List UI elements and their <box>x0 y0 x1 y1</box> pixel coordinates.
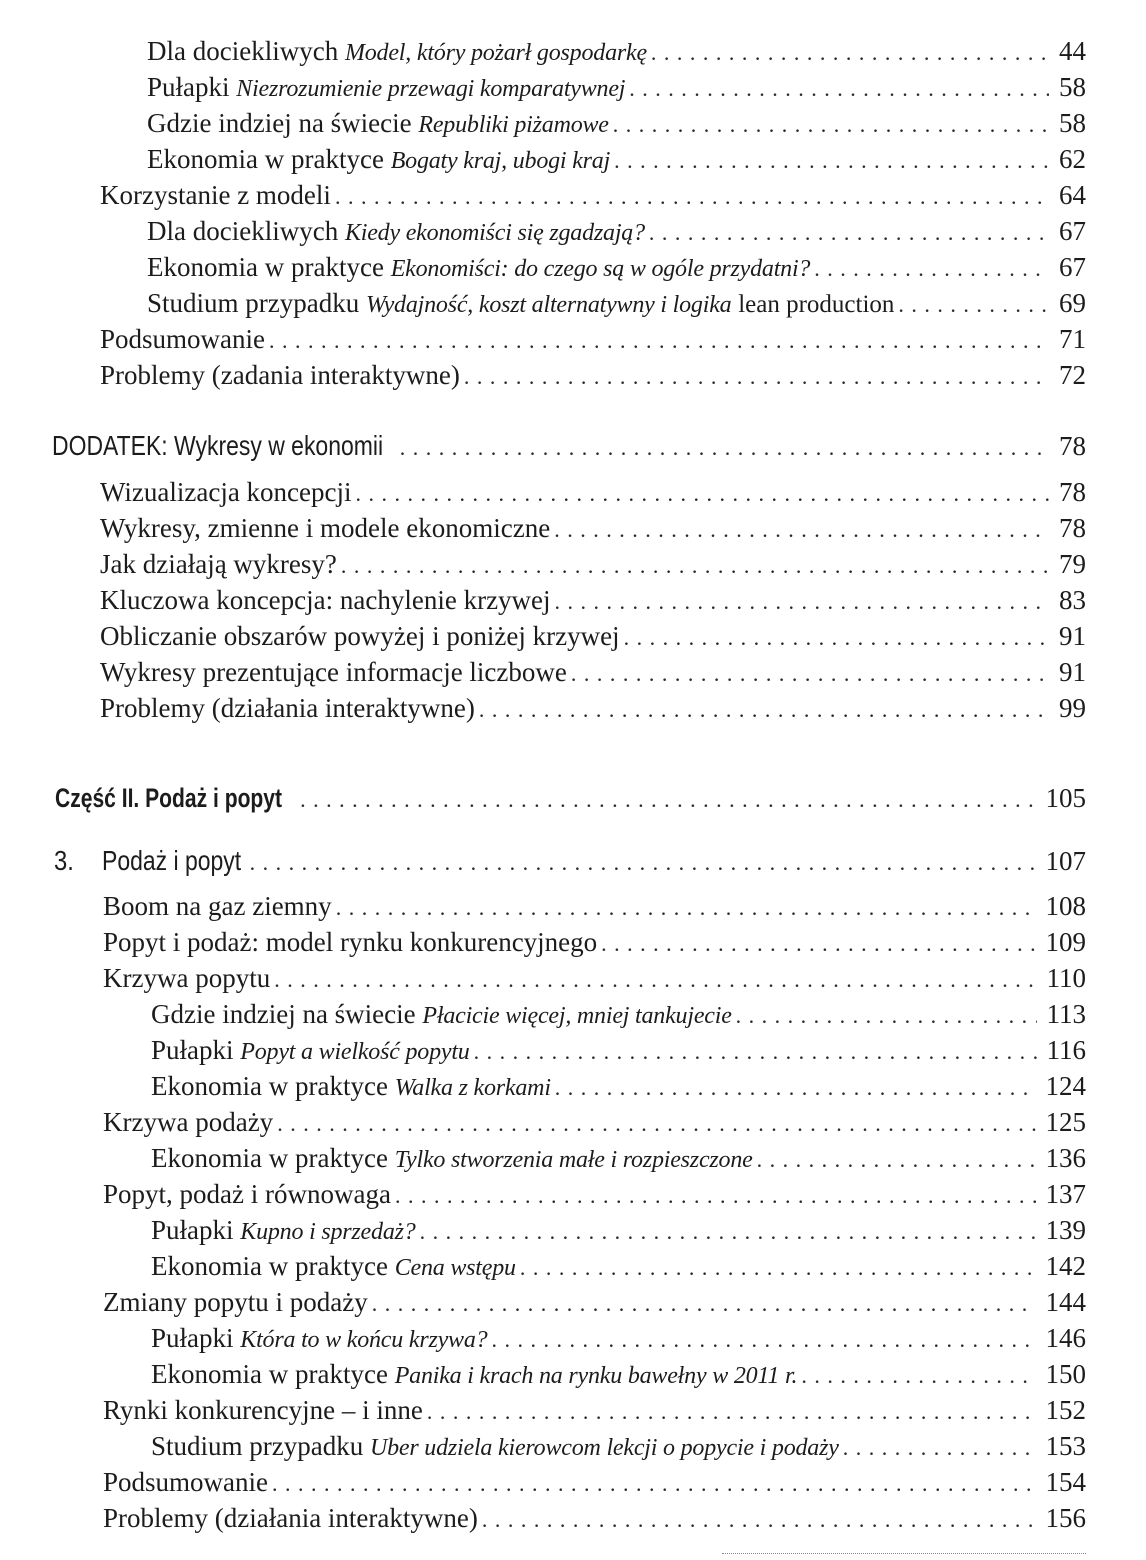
toc-entry <box>151 1320 1086 1358</box>
dot-leader <box>898 287 1049 323</box>
page-number: 113 <box>1046 999 1086 1029</box>
page-number: 78 <box>1059 431 1086 461</box>
toc-entry <box>100 510 1086 548</box>
page-number: 91 <box>1059 621 1086 651</box>
toc-entry-label: Pułapki <box>151 1035 234 1065</box>
toc-entry <box>151 996 1086 1034</box>
toc-entry-italic-title: Panika i krach na rynku bawełny w 2011 r. <box>394 1363 798 1389</box>
toc-entry-label: Gdzie indziej na świecie <box>151 999 416 1029</box>
dot-leader <box>400 430 1049 466</box>
page-number: 154 <box>1045 1467 1086 1497</box>
page-number: 124 <box>1045 1071 1086 1101</box>
toc-entry-title: Popyt, podaż i równowaga <box>103 1179 391 1209</box>
dot-leader <box>814 251 1049 287</box>
dot-leader <box>464 359 1049 395</box>
toc-entry-italic-title: Ekonomiści: do czego są w ogóle przydatni? <box>390 256 811 282</box>
page-number: 69 <box>1059 288 1086 318</box>
toc-entry-italic-title: Popyt a wielkość popytu <box>240 1039 470 1065</box>
toc-entry-title: Korzystanie z modeli <box>100 180 331 210</box>
page-number: 156 <box>1045 1503 1086 1533</box>
toc-entry-title: Wizualizacja koncepcji <box>100 477 352 507</box>
toc-entry-title: Wykresy, zmienne i modele ekonomiczne <box>100 513 551 543</box>
page-number: 71 <box>1059 324 1086 354</box>
dot-leader <box>571 656 1049 692</box>
toc-entry-label: Ekonomia w praktyce <box>151 1359 388 1389</box>
page-number: 110 <box>1046 963 1086 993</box>
toc-entry-label: Ekonomia w praktyce <box>151 1251 388 1281</box>
dot-leader <box>629 71 1049 107</box>
page-number: 105 <box>1045 783 1086 813</box>
toc-entry <box>100 546 1086 584</box>
dot-leader <box>427 1394 1036 1430</box>
toc-entry <box>103 1464 1086 1502</box>
toc-entry-label: Dla dociekliwych <box>147 216 339 246</box>
chapter-heading <box>54 843 1086 881</box>
toc-entry-label: Pułapki <box>147 72 230 102</box>
toc-entry-label: Dla dociekliwych <box>147 36 339 66</box>
toc-entry-title <box>147 141 610 179</box>
toc-entry-label: Studium przypadku <box>147 288 360 318</box>
page-number: 58 <box>1059 72 1086 102</box>
toc-entry-label: Ekonomia w praktyce <box>151 1071 388 1101</box>
page-number: 150 <box>1045 1359 1086 1389</box>
page-number: 139 <box>1045 1215 1086 1245</box>
dot-leader <box>613 107 1049 143</box>
toc-entry-label: Ekonomia w praktyce <box>147 144 384 174</box>
toc-entry <box>151 1248 1086 1286</box>
toc-entry-title <box>147 213 645 251</box>
toc-entry-title: Jak działają wykresy? <box>100 549 337 579</box>
toc-entry <box>147 105 1086 143</box>
toc-entry-title: Problemy (zadania interaktywne) <box>100 360 460 390</box>
dot-leader <box>736 998 1037 1034</box>
toc-entry <box>103 1104 1086 1142</box>
dot-leader <box>520 1250 1036 1286</box>
toc-entry <box>147 249 1086 287</box>
toc-entry <box>100 177 1086 215</box>
page-number: 153 <box>1045 1431 1086 1461</box>
toc-entry-label: Ekonomia w praktyce <box>151 1143 388 1173</box>
dot-leader <box>555 1070 1036 1106</box>
toc-entry-title: Krzywa podaży <box>103 1107 274 1137</box>
page-number: 99 <box>1059 693 1086 723</box>
page-number: 107 <box>1045 846 1086 876</box>
toc-entry-label: Ekonomia w praktyce <box>147 252 384 282</box>
toc-entry-label: Gdzie indziej na świecie <box>147 108 412 138</box>
toc-entry-title <box>151 1248 516 1286</box>
toc-entry <box>151 1032 1086 1070</box>
toc-entry-italic-title: Cena wstępu <box>394 1255 516 1281</box>
dot-leader <box>601 926 1035 962</box>
dot-leader <box>614 143 1049 179</box>
dot-leader <box>277 1106 1035 1142</box>
toc-entry-title: DODATEK: Wykresy w ekonomii <box>52 430 384 461</box>
toc-entry-title: Problemy (działania interaktywne) <box>100 693 475 723</box>
toc-entry <box>100 690 1086 728</box>
toc-entry-title: Boom na gaz ziemny <box>103 891 332 921</box>
page-number: 83 <box>1059 585 1086 615</box>
part-heading <box>55 780 1086 818</box>
toc-entry-title: Wykresy prezentujące informacje liczbowe <box>100 657 567 687</box>
toc-entry <box>103 924 1086 962</box>
toc-entry <box>147 69 1086 107</box>
dot-leader <box>651 35 1049 71</box>
toc-entry <box>103 1500 1086 1538</box>
toc-entry-title <box>151 1140 753 1178</box>
toc-entry-title: Zmiany popytu i podaży <box>103 1287 368 1317</box>
toc-entry-italic-title: Wydajność, koszt alternatywny i logika <box>365 292 732 318</box>
page-number: 67 <box>1059 252 1086 282</box>
page-number: 62 <box>1059 144 1086 174</box>
toc-entry-italic-title: Która to w końcu krzywa? <box>240 1327 488 1353</box>
toc-entry-italic-title: Walka z korkami <box>394 1075 551 1101</box>
dot-leader <box>479 692 1049 728</box>
toc-entry-italic-title: Republiki piżamowe <box>418 112 609 138</box>
toc-entry-title: Popyt i podaż: model rynku konkurencyjnego <box>103 927 598 957</box>
toc-entry <box>103 1176 1086 1214</box>
page-number: 67 <box>1059 216 1086 246</box>
dot-leader <box>555 584 1049 620</box>
toc-entry-italic-title: Niezrozumienie przewagi komparatywnej <box>236 76 626 102</box>
page-number: 146 <box>1045 1323 1086 1353</box>
toc-entry-italic-title: Uber udziela kierowcom lekcji o popycie i podaży <box>369 1435 839 1461</box>
page-number: 137 <box>1045 1179 1086 1209</box>
toc-entry <box>100 618 1086 656</box>
toc-entry-italic-title: Płacicie więcej, mniej tankujecie <box>422 1003 732 1029</box>
page-number: 108 <box>1045 891 1086 921</box>
toc-entry <box>151 1428 1086 1466</box>
toc-entry <box>100 321 1086 359</box>
toc-entry <box>100 582 1086 620</box>
toc-entry-title <box>147 249 810 287</box>
page-number: 64 <box>1059 180 1086 210</box>
toc-entry <box>151 1212 1086 1250</box>
toc-entry-italic-title: Tylko stworzenia małe i rozpieszczone <box>394 1147 753 1173</box>
toc-entry-title <box>147 105 609 143</box>
toc-entry-title <box>151 1428 839 1466</box>
dot-leader <box>300 782 1035 818</box>
page-number: 78 <box>1059 513 1086 543</box>
toc-entry <box>151 1356 1086 1394</box>
bottom-dotted-rule <box>722 1553 1086 1554</box>
dot-leader <box>356 476 1049 512</box>
dot-leader <box>649 215 1049 251</box>
toc-entry <box>147 33 1086 71</box>
toc-entry-title: Kluczowa koncepcja: nachylenie krzywej <box>100 585 551 615</box>
dot-leader <box>474 1034 1037 1070</box>
toc-entry-title <box>147 33 647 71</box>
dot-leader <box>624 620 1049 656</box>
toc-entry-title: Część II. Podaż i popyt <box>55 783 283 813</box>
toc-entry-title <box>147 69 625 107</box>
page-number: 72 <box>1059 360 1086 390</box>
dot-leader <box>341 548 1049 584</box>
toc-entry-title <box>151 1212 416 1250</box>
dot-leader <box>801 1358 1035 1394</box>
page-number: 152 <box>1045 1395 1086 1425</box>
dot-leader <box>372 1286 1036 1322</box>
page-number: 91 <box>1059 657 1086 687</box>
toc-entry <box>147 285 1086 323</box>
page-number: 142 <box>1045 1251 1086 1281</box>
toc-entry <box>103 960 1086 998</box>
toc-entry-label: Pułapki <box>151 1215 234 1245</box>
toc-entry-italic-title: Kupno i sprzedaż? <box>240 1219 416 1245</box>
appendix-heading <box>52 428 1086 466</box>
toc-entry <box>103 1284 1086 1322</box>
toc-entry-label: Studium przypadku <box>151 1431 364 1461</box>
toc-entry <box>100 654 1086 692</box>
toc-entry-label: Pułapki <box>151 1323 234 1353</box>
dot-leader <box>757 1142 1036 1178</box>
dot-leader <box>395 1178 1036 1214</box>
toc-entry-title <box>151 1320 487 1358</box>
dot-leader <box>272 1466 1036 1502</box>
page-number: 58 <box>1059 108 1086 138</box>
toc-entry-title: Podsumowanie <box>103 1467 268 1497</box>
dot-leader <box>250 845 1036 881</box>
page-number: 144 <box>1045 1287 1086 1317</box>
toc-entry-title <box>151 1032 470 1070</box>
toc-entry-title: Obliczanie obszarów powyżej i poniżej krzywej <box>100 621 620 651</box>
dot-leader <box>274 962 1036 998</box>
dot-leader <box>482 1502 1036 1538</box>
toc-entry <box>147 141 1086 179</box>
dot-leader <box>554 512 1049 548</box>
page-number: 125 <box>1045 1107 1086 1137</box>
toc-entry-italic-title: Kiedy ekonomiści się zgadzają? <box>344 220 645 246</box>
toc-entry-title <box>151 996 732 1034</box>
dot-leader <box>269 323 1049 359</box>
dot-leader <box>420 1214 1036 1250</box>
toc-entry-title: Podsumowanie <box>100 324 265 354</box>
page-number: 136 <box>1045 1143 1086 1173</box>
page-number: 116 <box>1046 1035 1086 1065</box>
dot-leader <box>843 1430 1036 1466</box>
dot-leader <box>336 890 1036 926</box>
page-number: 109 <box>1045 927 1086 957</box>
toc-entry <box>103 1392 1086 1430</box>
toc-entry-title: Krzywa popytu <box>103 963 271 993</box>
dot-leader <box>491 1322 1035 1358</box>
toc-entry-title <box>147 285 894 323</box>
toc-entry <box>100 357 1086 395</box>
chapter-number: 3. <box>54 845 74 876</box>
toc-entry <box>103 888 1086 926</box>
toc-entry <box>151 1140 1086 1178</box>
toc-entry-title: Rynki konkurencyjne – i inne <box>103 1395 423 1425</box>
toc-entry-italic-title: Bogaty kraj, ubogi kraj <box>390 148 611 174</box>
page-number: 44 <box>1059 36 1086 66</box>
toc-entry <box>147 213 1086 251</box>
page-number: 78 <box>1059 477 1086 507</box>
toc-entry-italic-title: Model, który pożarł gospodarkę <box>344 40 647 66</box>
toc-entry <box>100 474 1086 512</box>
page-number: 79 <box>1059 549 1086 579</box>
toc-entry-suffix: lean production <box>738 291 895 318</box>
toc-entry-title: Podaż i popyt <box>102 845 242 876</box>
dot-leader <box>335 179 1049 215</box>
toc-entry-title <box>151 1068 551 1106</box>
toc-entry-title: Problemy (działania interaktywne) <box>103 1503 478 1533</box>
toc-entry-title <box>151 1356 797 1394</box>
toc-entry <box>151 1068 1086 1106</box>
